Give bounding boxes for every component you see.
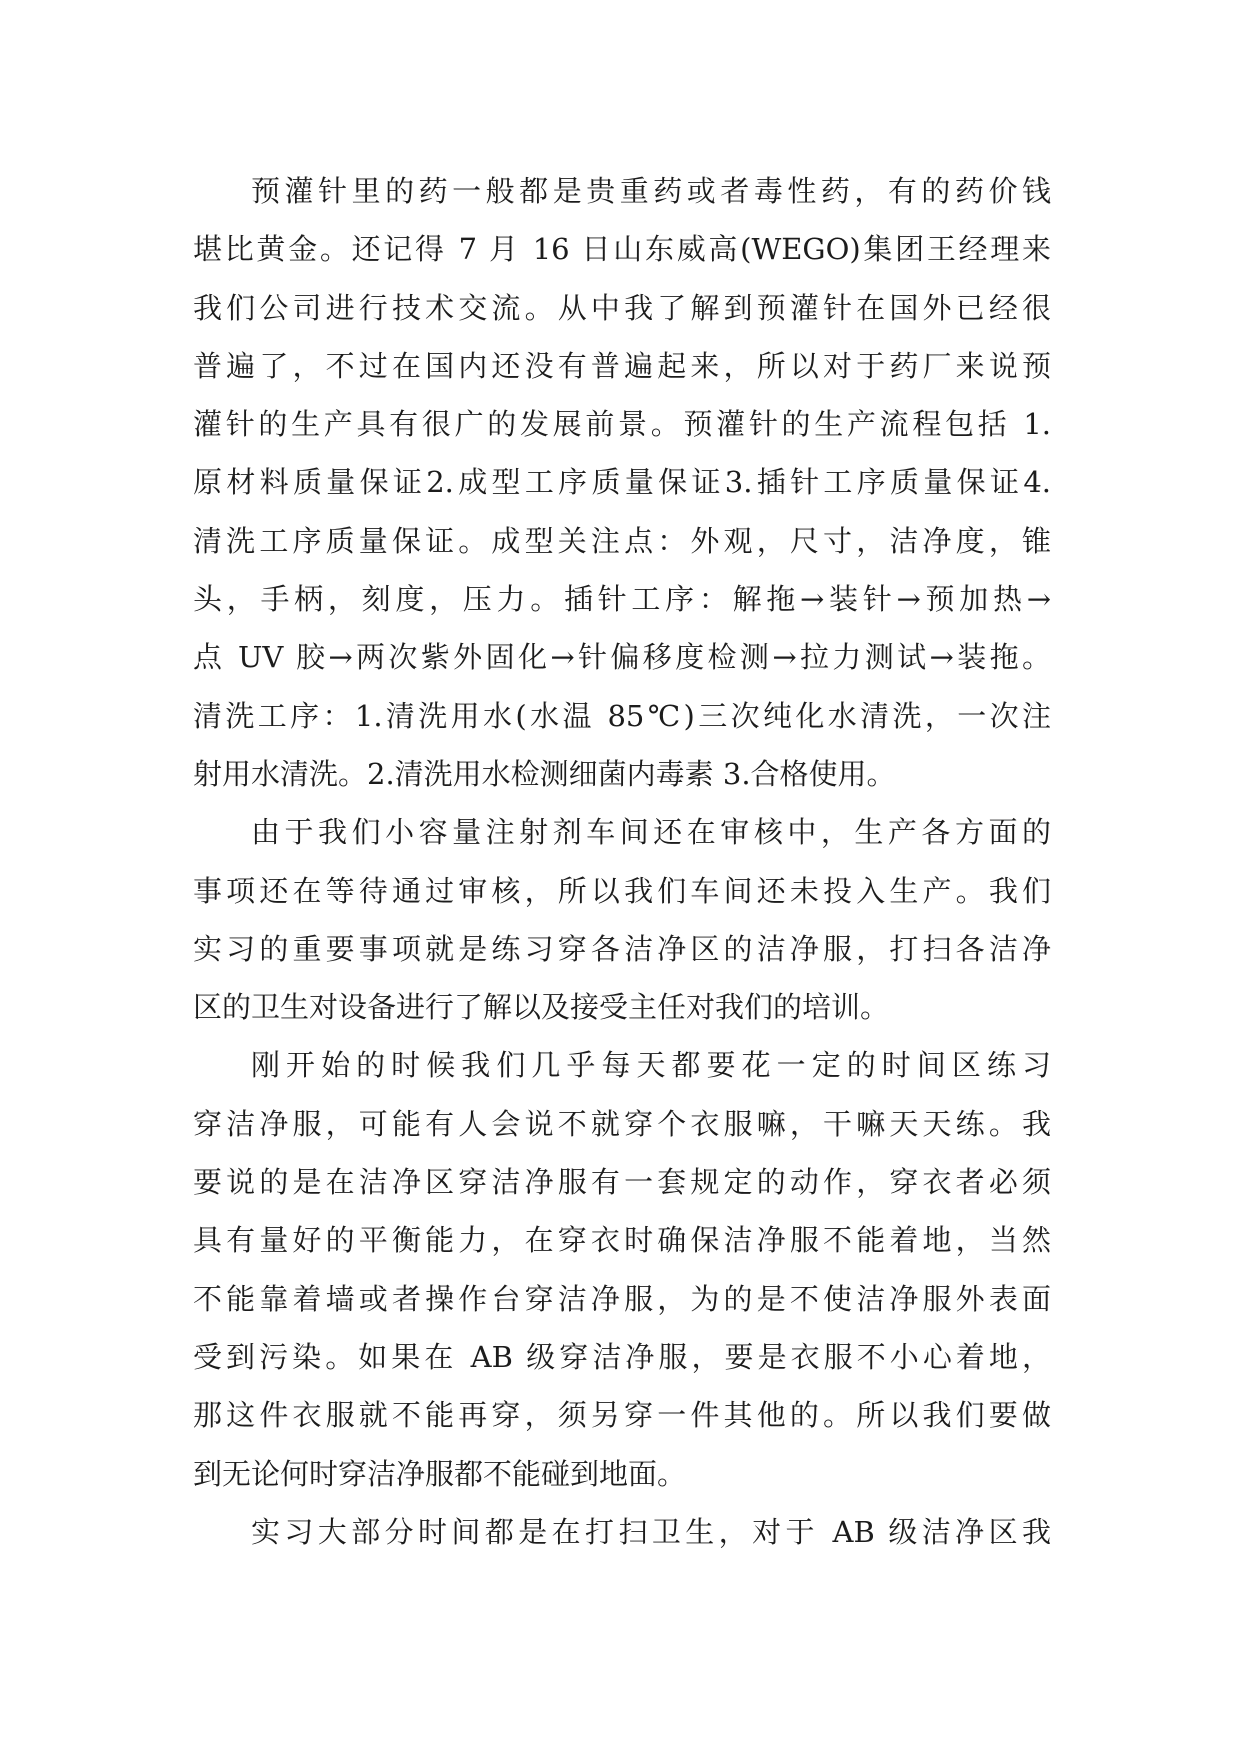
text-line: 头，手柄，刻度，压力。插针工序：解拖→装针→预加热→ (193, 582, 1051, 617)
text-line: 实习大部分时间都是在打扫卫生，对于 AB 级洁净区我 (251, 1514, 1051, 1549)
paragraph (193, 803, 1051, 1036)
text-line: 原材料质量保证2.成型工序质量保证3.插针工序质量保证4. (193, 465, 1051, 500)
text-line: 区的卫生对设备进行了解以及接受主任对我们的培训。 (193, 990, 890, 1025)
text-line: 清洗工序：1.清洗用水(水温 85℃)三次纯化水清洗，一次注 (193, 698, 1051, 733)
text-line: 我们公司进行技术交流。从中我了解到预灌针在国外已经很 (193, 290, 1051, 325)
text-line: 点 UV 胶→两次紫外固化→针偏移度检测→拉力测试→装拖。 (193, 640, 1051, 675)
text-line: 清洗工序质量保证。成型关注点：外观，尺寸，洁净度，锥 (193, 523, 1051, 558)
text-line: 事项还在等待通过审核，所以我们车间还未投入生产。我们 (193, 873, 1051, 908)
text-line: 预灌针里的药一般都是贵重药或者毒性药，有的药价钱 (251, 174, 1051, 208)
text-line: 实习的重要事项就是练习穿各洁净区的洁净服，打扫各洁净 (193, 931, 1051, 966)
text-line: 由于我们小容量注射剂车间还在审核中，生产各方面的 (251, 815, 1051, 850)
paragraph (193, 162, 1051, 803)
document-body (193, 162, 1051, 1561)
paragraph (193, 1503, 1051, 1561)
text-line: 灌针的生产具有很广的发展前景。预灌针的生产流程包括 1. (193, 407, 1051, 442)
text-line: 普遍了，不过在国内还没有普遍起来，所以对于药厂来说预 (193, 348, 1051, 383)
text-line: 要说的是在洁净区穿洁净服有一套规定的动作，穿衣者必须 (193, 1165, 1051, 1200)
text-line: 受到污染。如果在 AB 级穿洁净服，要是衣服不小心着地， (193, 1339, 1051, 1374)
text-line: 穿洁净服，可能有人会说不就穿个衣服嘛，干嘛天天练。我 (193, 1106, 1051, 1141)
text-line: 刚开始的时候我们几乎每天都要花一定的时间区练习 (251, 1048, 1051, 1083)
text-line: 射用水清洗。2.清洗用水检测细菌内毒素 3.合格使用。 (193, 756, 896, 791)
text-line: 堪比黄金。还记得 7 月 16 日山东威高(WEGO)集团王经理来 (193, 232, 1051, 267)
text-line: 那这件衣服就不能再穿，须另穿一件其他的。所以我们要做 (193, 1398, 1051, 1433)
text-line: 到无论何时穿洁净服都不能碰到地面。 (193, 1456, 687, 1491)
text-line: 不能靠着墙或者操作台穿洁净服，为的是不使洁净服外表面 (193, 1281, 1051, 1316)
paragraph (193, 1036, 1051, 1502)
text-line: 具有量好的平衡能力，在穿衣时确保洁净服不能着地，当然 (193, 1223, 1051, 1258)
